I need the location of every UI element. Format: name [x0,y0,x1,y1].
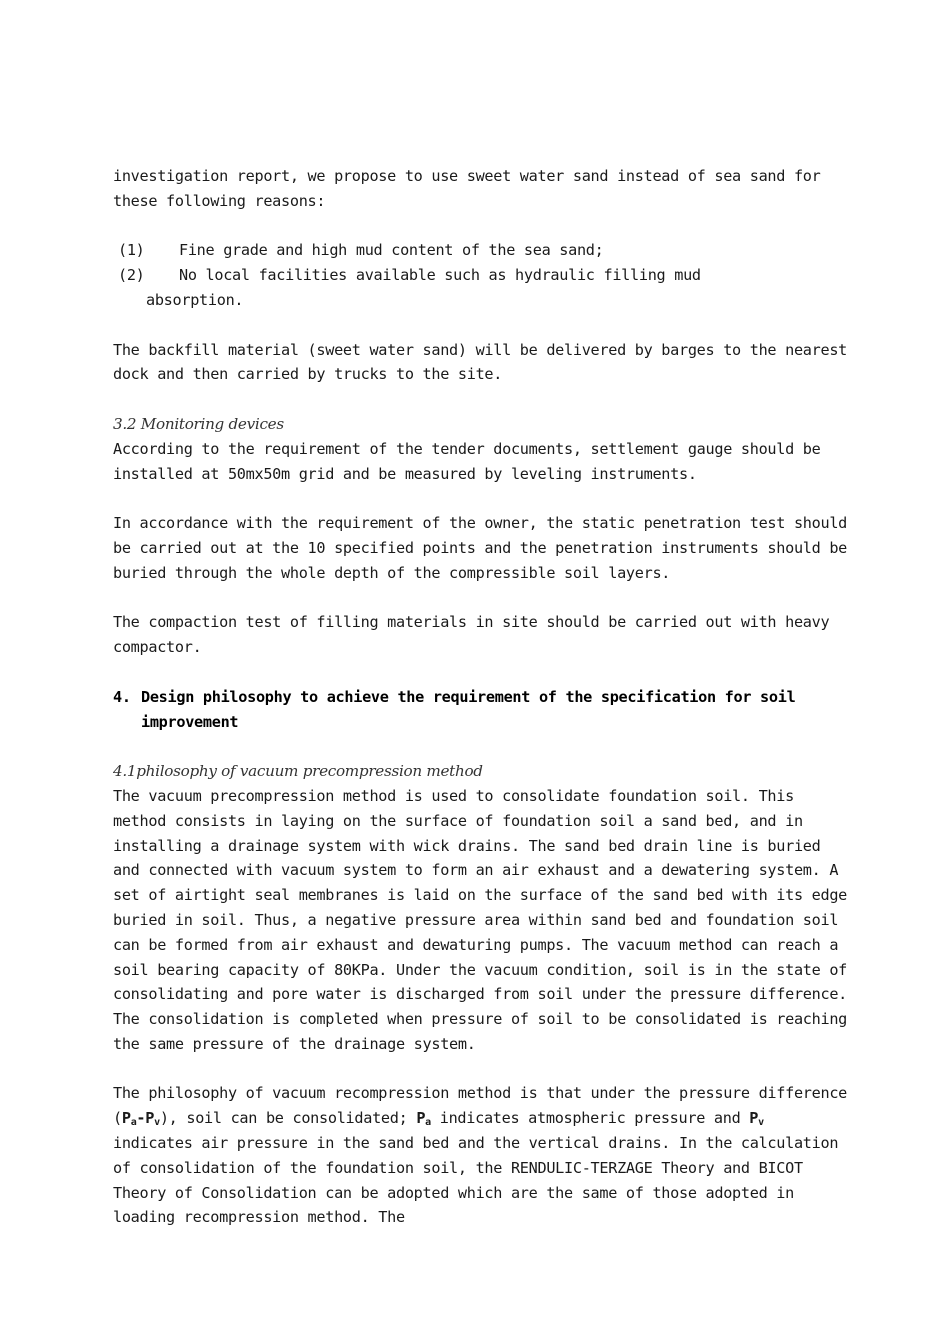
list-text: Fine grade and high mud content of the sea sand; [179,241,604,260]
list-number: (2) [118,266,145,285]
document-page [113,164,848,1230]
symbol-pv: $P_v$ [145,1109,160,1129]
section-heading-4 [113,685,848,735]
text-run: indicates atmospheric pressure and [430,1109,750,1128]
list-continuation: absorption. [146,290,244,309]
list-number: (1) [118,241,145,260]
symbol-pv: $P_v$ [749,1109,764,1129]
symbol-minus: - [136,1109,146,1128]
subheading-3-2: 3.2 Monitoring devices [113,414,284,433]
text-run: ), soil can be consolidated; [159,1109,417,1128]
text-run: indicates air pressure in the sand bed and the vertical drains. In the calculation of consolidation of the foundation soil, the RENDULIC-TERZAGE Theory and BICOT Theory of Consolidation can be adopted which are the same of those adopted in loading recompression method. The [113,1134,839,1227]
list-item [113,238,848,263]
list-text: No local facilities available such as hydraulic filling mud [179,266,701,285]
vacuum-paragraph: The vacuum precompression method is used to consolidate foundation soil. This method consists in laying on the surface of foundation soil a sand bed, and in installing a drainage system with wick drains. The sand bed drain line is buried and connected with vacuum system to form an air exhaust and a dewatering system. A set of airtight seal membranes is laid on the surface of the sand bed with its edge buried in soil. Thus, a negative pressure area within sand bed and foundation soil can be formed from air exhaust and dewaturing pumps. The vacuum method can reach a soil bearing capacity of 80KPa. Under the vacuum condition, soil is in the state of consolidating and pore water is discharged from soil under the pressure difference. The consolidation is completed when pressure of soil to be consolidated is reaching the same pressure of the drainage system. [113,786,848,1053]
monitor-paragraph-2: In accordance with the requirement of the owner, the static penetration test should be carried out at the 10 specified points and the penetration instruments should be buried through the whole depth of the compressible soil layers. [113,514,848,582]
symbol-pa: $P_a$ [416,1109,431,1129]
backfill-paragraph: The backfill material (sweet water sand) will be delivered by barges to the nearest dock and then carried by trucks to the site. [113,340,848,384]
list-item [113,263,848,288]
monitor-paragraph-1: According to the requirement of the tender documents, settlement gauge should be installed at 50mx50m grid and be measured by leveling instruments. [113,439,821,483]
text-run: The philosophy of vacuum recompression method is that under the pressure difference ( [113,1084,848,1128]
heading-text: Design philosophy to achieve the requirement of the specification for soil improvement [141,687,796,731]
symbol-pa: $P_a$ [121,1109,137,1129]
monitor-paragraph-3: The compaction test of filling materials in site should be carried out with heavy compactor. [113,613,830,657]
philosophy-paragraph [113,1081,848,1230]
heading-number: 4. [113,687,131,706]
subheading-4-1: 4.1philosophy of vacuum precompression method [113,762,483,781]
intro-paragraph: investigation report, we propose to use sweet water sand instead of sea sand for these following reasons: [113,167,821,210]
